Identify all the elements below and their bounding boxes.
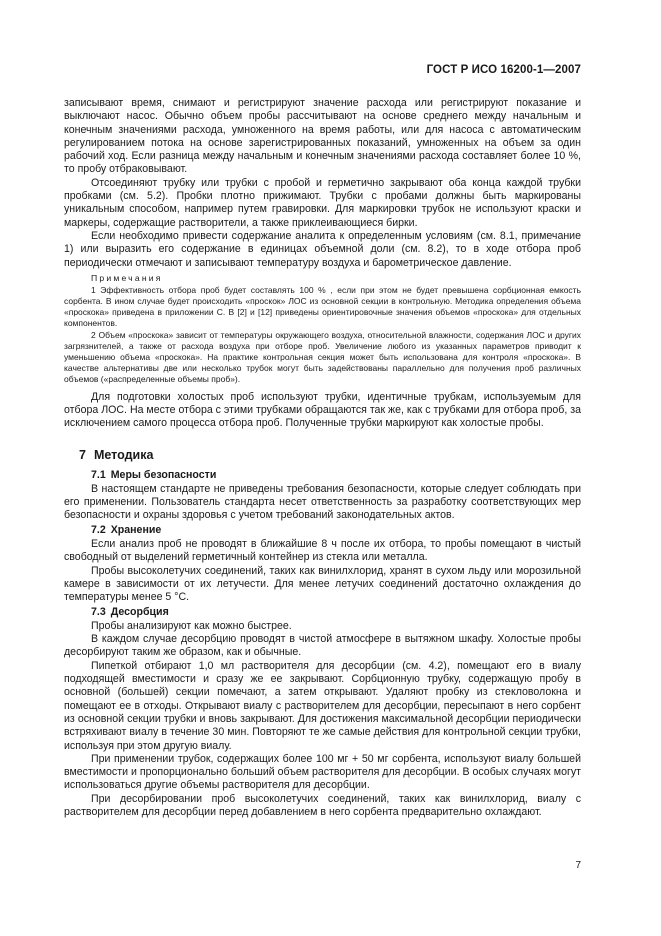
subsection-heading: [64, 469, 581, 482]
paragraph: записывают время, снимают и регистрируют значение расхода или регистрируют показание и выключают насос. Обычно объем пробы рассчитывают на основе среднего между начальным и конечным значениями расхода, умноженного на время работы, или для насоса с автоматическим регулированием потока на основе зарегистрированных показаний, умноженных на объем за один рабочий ход. Если разница между начальным и конечным значениями расхода составляет более 10 %, то пробу отбраковывают.: [64, 97, 581, 176]
paragraph: В каждом случае десорбцию проводят в чистой атмосфере в вытяжном шкафу. Холостые пробы десорбируют таким же образом, как и обычные.: [64, 633, 581, 659]
page-number: 7: [575, 860, 581, 871]
subsection-number: 7.1: [91, 468, 106, 481]
section-number: 7: [79, 447, 86, 462]
paragraph: Пробы высоколетучих соединений, таких как винилхлорид, хранят в сухом льду или морозильной камере в зависимости от их летучести. Для менее летучих соединений достаточно охлаждения до температуры менее 5 °С.: [64, 564, 581, 604]
section-title: Методика: [93, 447, 154, 462]
page-content: [64, 97, 581, 819]
running-header: ГОСТ Р ИСО 16200-1—2007: [426, 64, 581, 76]
note-item: 2 Объем «проскока» зависит от температуры окружающего воздуха, относительной влажности, содержания ЛОС и других загрязнителей, а также от расхода воздуха при отборе проб. Увеличение любого из указанных параметров приводит к уменьшению объема «проскока». На практике контрольная секция может быть использована для контроля «проскока». В качестве альтернативы две или несколько трубок могут быть задействованы параллельно для получения проб различных объемов («распределенные объемы проб»).: [64, 329, 581, 385]
paragraph: Если анализ проб не проводят в ближайшие 8 ч после их отбора, то пробы помещают в чистый свободный от выделений герметичный контейнер из стекла или металла.: [64, 538, 581, 564]
subsection-title: Хранение: [110, 523, 162, 536]
paragraph: Пипеткой отбирают 1,0 мл растворителя для десорбции (см. 4.2), помещают его в виалу подходящей вместимости и сразу же ее закрывают. Сорбционную трубку, содержащую пробу в основной (большей) секции помечают, а затем открывают. Удаляют пробку из стекловолокна и помещают ее в отходы. Открывают виалу с растворителем для десорбции, пересыпают в него сорбент из основной секции трубки и вновь закрывают. Для достижения максимальной десорбции периодически встряхивают виалу в течение 30 мин. Повторяют те же самые действия для контрольной секции трубки, используя при этом другую виалу.: [64, 659, 581, 752]
subsection-number: 7.2: [91, 523, 106, 536]
notes-heading: Примечания: [91, 272, 163, 283]
paragraph: В настоящем стандарте не приведены требования безопасности, которые следует соблюдать при его применении. Пользователь стандарта несет ответственность за разработку соответствующих мер безопасности и охраны здоровья с учетом требований законодательных актов.: [64, 482, 581, 522]
paragraph: При применении трубок, содержащих более 100 мг + 50 мг сорбента, используют виалу большей вместимости и пропорционально больший объем растворителя для десорбции. В особых случаях могут использоваться другие объемы растворителя для десорбции.: [64, 752, 581, 792]
section-heading: [64, 447, 581, 463]
subsection-number: 7.3: [91, 605, 106, 618]
paragraph: При десорбировании проб высоколетучих соединений, таких как винилхлорид, виалу с растворителем для десорбции перед добавлением в него сорбента предварительно охлаждают.: [64, 792, 581, 818]
paragraph: Отсоединяют трубку или трубки с пробой и герметично закрывают оба конца каждой трубки пробками (см. 5.2). Пробки плотно прижимают. Трубки с пробами должны быть маркированы уникальным способом, например путем гравировки. Для маркировки трубок не используют краски и маркеры, содержащие растворители, а также приклеивающиеся бирки.: [64, 176, 581, 229]
paragraph: Для подготовки холостых проб используют трубки, идентичные трубкам, используемым для отбора ЛОС. На месте отбора с этими трубками обращаются так же, как с трубками для отбора проб, за исключением самого процесса отбора проб. Полученные трубки маркируют как холостые пробы.: [64, 390, 581, 430]
paragraph: Пробы анализируют как можно быстрее.: [91, 619, 292, 632]
subsection-heading: [64, 524, 581, 537]
subsection-heading: [64, 606, 581, 619]
subsection-title: Десорбция: [110, 605, 169, 618]
note-item: 1 Эффективность отбора проб будет составлять 100 % , если при этом не будет превышена сорбционная емкость сорбента. В ином случае будет происходить «проскок» ЛОС из основной секции в контрольную. Методика определения объема «проскока» приведена в приложении С. В [2] и [12] приведены ориентировочные значения объемов «проскока» для отдельных компонентов.: [64, 284, 581, 329]
subsection-title: Меры безопасности: [110, 468, 217, 481]
paragraph: Если необходимо привести содержание аналита к определенным условиям (см. 8.1, примечание 1) или выразить его содержание в единицах объемной доли (см. 8.2), то в ходе отбора проб периодически отмечают и записывают температуру воздуха и барометрическое давление.: [64, 229, 581, 269]
